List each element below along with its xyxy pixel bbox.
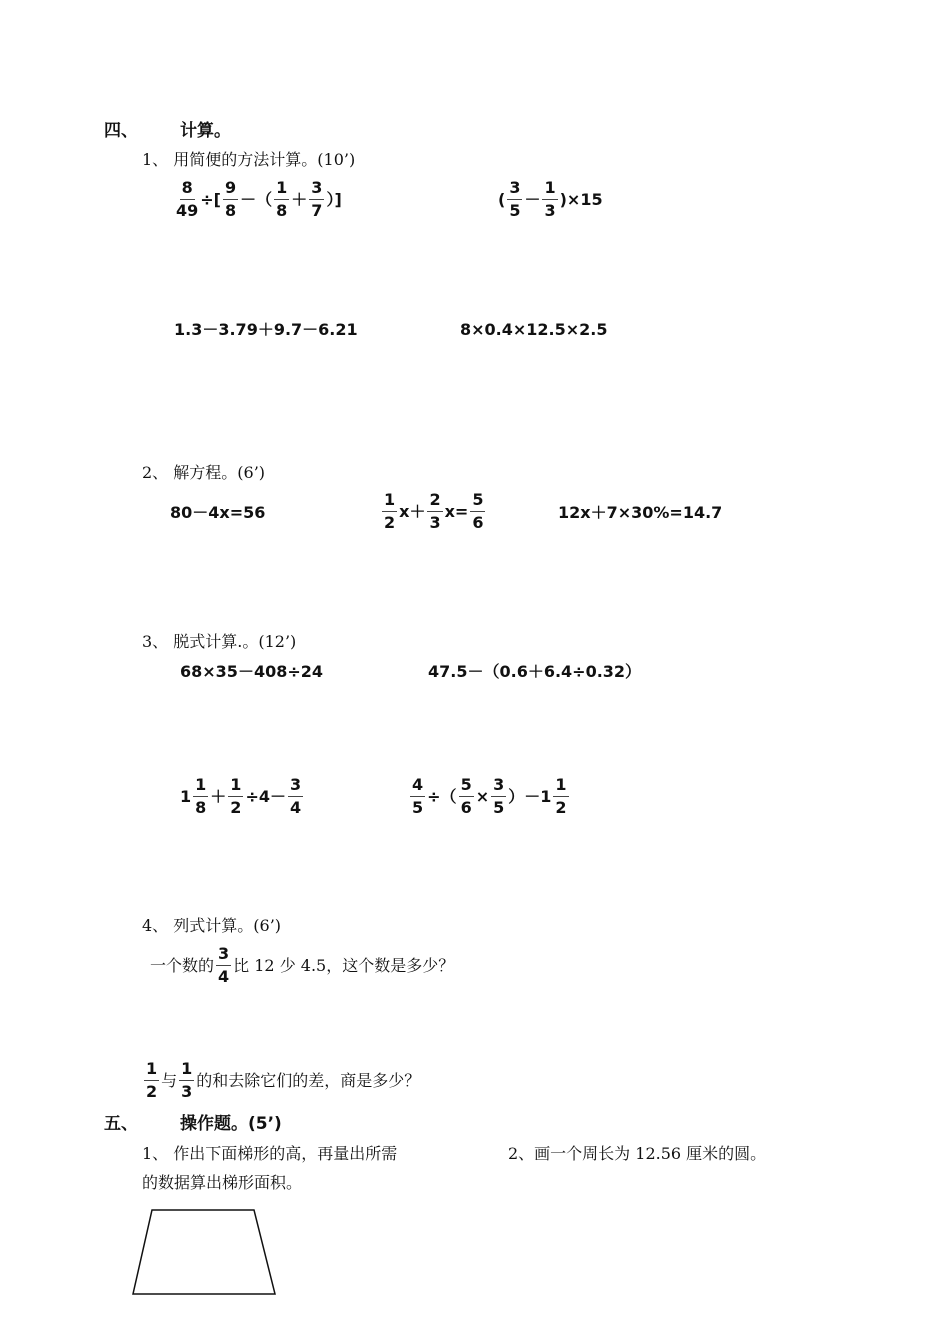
fraction: $\frac{3}{7}$ [311, 178, 323, 220]
q1-expression-4: 8×0.4×12.5×2.5 [460, 320, 608, 339]
q4-problem-1: 一个数的 $\frac{3}{4}$ 比 12 少 4.5，这个数是多少？ [150, 944, 455, 986]
s5-q1-line-2: 的数据算出梯形面积。 [142, 1173, 303, 1192]
fraction: $\frac{3}{5}$ [493, 775, 505, 817]
q3-expression-4: $\frac{4}{5}$ ÷（ $\frac{5}{6}$ × $\frac{3}{5}$ ）－1 $\frac{1}{2}$ [412, 775, 567, 817]
fraction: $\frac{2}{3}$ [429, 490, 441, 532]
q4-heading: 4、 列式计算。(6’) [142, 916, 282, 935]
fraction: $\frac{1}{2}$ [230, 775, 242, 817]
fraction: $\frac{3}{5}$ [509, 178, 521, 220]
fraction: $\frac{1}{2}$ [146, 1059, 158, 1101]
q1-expression-1: $\frac{8}{49}$ ÷[ $\frac{9}{8}$ －（ $\frac{1}{8}$ ＋ $\frac{3}{7}$ ）] [176, 178, 342, 220]
fraction: $\frac{3}{4}$ [289, 775, 302, 817]
q3-expression-1: 68×35－408÷24 [180, 662, 324, 681]
fraction: $\frac{1}{8}$ [195, 775, 207, 817]
fraction: $\frac{1}{8}$ [276, 178, 288, 220]
fraction: $\frac{1}{3}$ [544, 178, 556, 220]
fraction: $\frac{4}{5}$ [412, 775, 424, 817]
q3-expression-2: 47.5－（0.6＋6.4÷0.32） [428, 662, 642, 681]
q3-heading: 3、 脱式计算.。(12’) [142, 632, 297, 651]
fraction: $\frac{9}{8}$ [224, 178, 237, 220]
section-5-title: 操作题。(5’) [180, 1114, 282, 1134]
q2-equation-1: 80－4x=56 [170, 503, 266, 522]
section-4-number: 四、 [104, 121, 138, 141]
s5-q1-line-1: 1、 作出下面梯形的高，再量出所需 [142, 1144, 398, 1163]
s5-q2: 2、画一个周长为 12.56 厘米的圆。 [508, 1144, 767, 1163]
q1-expression-2: ( $\frac{3}{5}$ － $\frac{1}{3}$ )×15 [498, 178, 603, 220]
fraction: $\frac{1}{2}$ [555, 775, 567, 817]
section-5-number: 五、 [104, 1114, 138, 1134]
q2-equation-2: $\frac{1}{2}$ x＋ $\frac{2}{3}$ x= $\frac{5}{6}$ [384, 490, 484, 532]
q4-problem-2: $\frac{1}{2}$ 与 $\frac{1}{3}$ 的和去除它们的差，商是多少？ [146, 1059, 421, 1101]
fraction: $\frac{1}{2}$ [384, 490, 396, 532]
fraction: $\frac{5}{6}$ [472, 490, 484, 532]
fraction: $\frac{1}{3}$ [181, 1059, 193, 1101]
q1-heading: 1、 用简便的方法计算。(10’) [142, 150, 356, 169]
trapezoid-figure [128, 1205, 280, 1299]
q1-expression-3: 1.3－3.79＋9.7－6.21 [174, 320, 358, 339]
q2-heading: 2、 解方程。(6’) [142, 463, 266, 482]
fraction: $\frac{8}{49}$ [176, 178, 199, 220]
fraction: $\frac{5}{6}$ [460, 775, 472, 817]
q2-equation-3: 12x＋7×30%=14.7 [558, 503, 723, 522]
section-4-title: 计算。 [180, 121, 231, 141]
q3-expression-3: 1 $\frac{1}{8}$ ＋ $\frac{1}{2}$ ÷4－ $\frac{3}{4}$ [180, 775, 302, 817]
trapezoid-shape [133, 1210, 275, 1294]
fraction: $\frac{3}{4}$ [218, 944, 230, 986]
